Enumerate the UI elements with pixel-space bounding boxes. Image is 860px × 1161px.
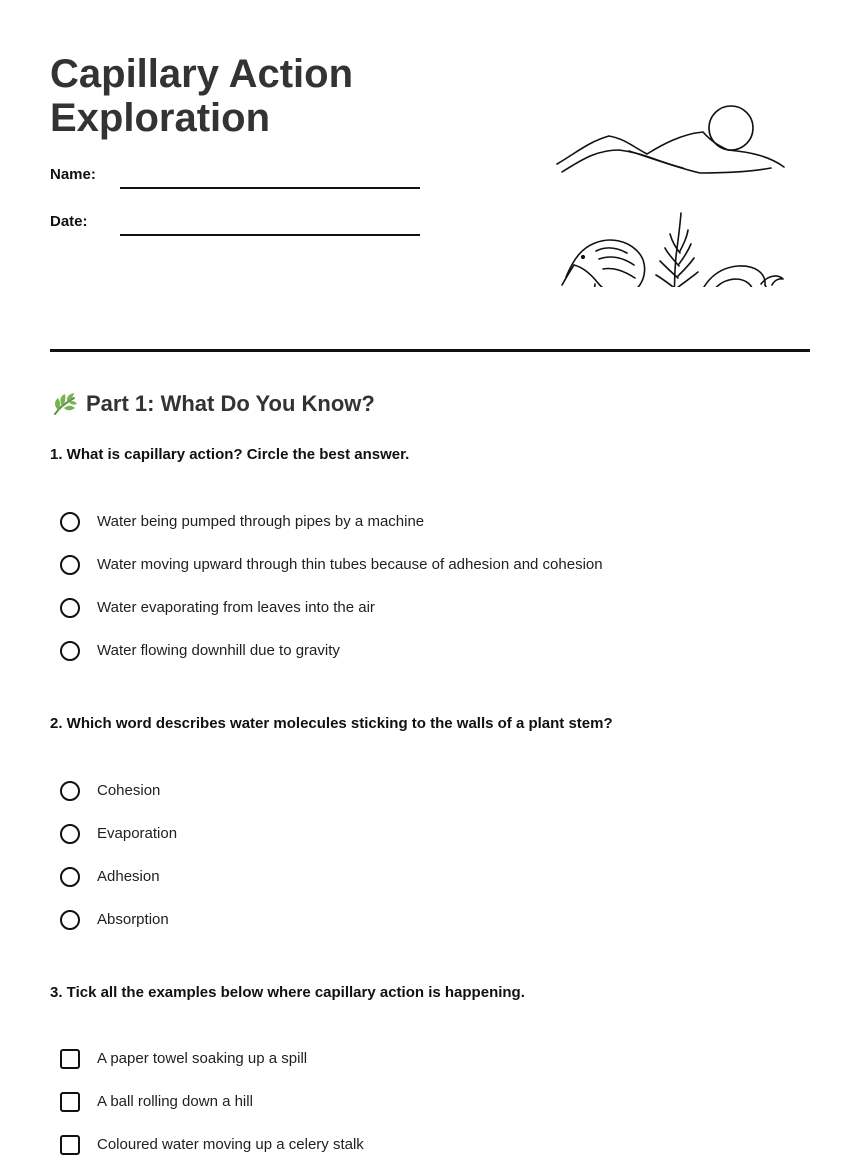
option-label[interactable]: A paper towel soaking up a spill <box>97 1050 308 1067</box>
question-1-option-1[interactable] <box>60 512 780 555</box>
page-title <box>50 52 470 140</box>
fern-icon <box>653 213 700 287</box>
question-3-options <box>60 1049 780 1161</box>
name-label: Name: <box>50 166 96 183</box>
question-2-option-1[interactable] <box>60 781 780 824</box>
question-1-option-4[interactable] <box>60 641 780 684</box>
radio-button[interactable] <box>60 781 80 801</box>
option-label[interactable]: Coloured water moving up a celery stalk <box>97 1136 364 1153</box>
option-label[interactable]: A ball rolling down a hill <box>97 1093 253 1110</box>
radio-button[interactable] <box>60 598 80 618</box>
date-label: Date: <box>50 213 88 230</box>
part-1-heading <box>50 387 375 421</box>
part-1-title: Part 1: What Do You Know? <box>86 391 375 416</box>
question-1-prompt: 1. What is capillary action? Circle the best answer. <box>50 446 410 463</box>
option-label[interactable]: Water evaporating from leaves into the air <box>97 599 375 616</box>
question-2-options <box>60 781 780 953</box>
radio-button[interactable] <box>60 867 80 887</box>
option-label[interactable]: Cohesion <box>97 782 161 799</box>
kiwi-icon <box>562 240 645 287</box>
option-label[interactable]: Water being pumped through pipes by a machine <box>97 513 425 530</box>
header-divider <box>50 349 810 352</box>
leaf-icon <box>50 390 78 418</box>
checkbox[interactable] <box>60 1049 80 1069</box>
option-label[interactable]: Water flowing downhill due to gravity <box>97 642 340 659</box>
question-3-option-1[interactable] <box>60 1049 780 1092</box>
question-3-prompt: 3. Tick all the examples below where capillary action is happening. <box>50 984 525 1001</box>
option-label[interactable]: Absorption <box>97 911 169 928</box>
worksheet-header <box>50 52 810 322</box>
checkbox[interactable] <box>60 1135 80 1155</box>
option-label[interactable]: Evaporation <box>97 825 178 842</box>
question-2-option-3[interactable] <box>60 867 780 910</box>
title-line-2: Exploration <box>50 96 271 140</box>
title-line-1: Capillary Action <box>50 52 354 96</box>
checkbox[interactable] <box>60 1092 80 1112</box>
question-2-prompt: 2. Which word describes water molecules sticking to the walls of a plant stem? <box>50 715 613 732</box>
radio-button[interactable] <box>60 824 80 844</box>
radio-button[interactable] <box>60 641 80 661</box>
question-1-option-3[interactable] <box>60 598 780 641</box>
question-3-option-2[interactable] <box>60 1092 780 1135</box>
date-line[interactable] <box>120 234 420 236</box>
name-line[interactable] <box>120 187 420 189</box>
question-2-option-4[interactable] <box>60 910 780 953</box>
radio-button[interactable] <box>60 512 80 532</box>
date-field[interactable] <box>50 211 420 241</box>
option-label[interactable]: Adhesion <box>97 868 160 885</box>
kiwi-fern-mountains-wave-illustration <box>555 102 790 287</box>
name-field[interactable] <box>50 164 420 194</box>
radio-button[interactable] <box>60 910 80 930</box>
radio-button[interactable] <box>60 555 80 575</box>
question-1-option-2[interactable] <box>60 555 780 598</box>
question-1-options <box>60 512 780 684</box>
mountains-icon <box>557 132 784 167</box>
wave-icon <box>695 266 788 287</box>
question-3-option-3[interactable] <box>60 1135 780 1161</box>
option-label[interactable]: Water moving upward through thin tubes because of adhesion and cohesion <box>97 556 603 573</box>
question-2-option-2[interactable] <box>60 824 780 867</box>
